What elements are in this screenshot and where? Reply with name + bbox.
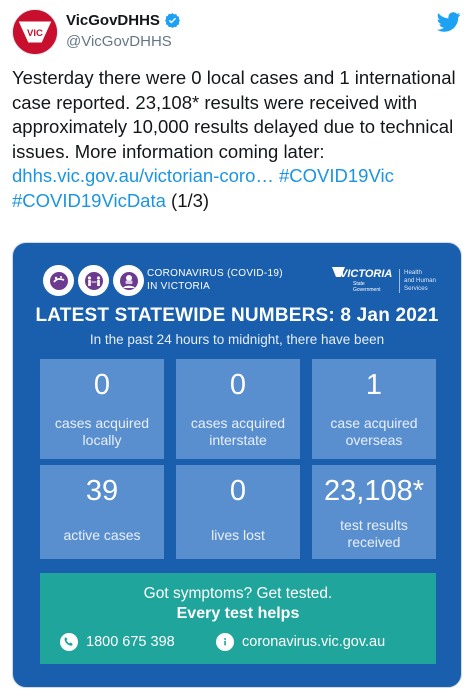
stat-value: 1 — [365, 369, 383, 401]
svg-text:VICTORIA: VICTORIA — [340, 268, 393, 280]
hashtag-covid19vic[interactable]: #COVID19Vic — [279, 165, 394, 186]
hashtag-covid19vicdata[interactable]: #COVID19VicData — [12, 189, 166, 211]
dept-line3: Services — [404, 285, 428, 292]
handle[interactable]: @VicGovDHHS — [66, 33, 172, 50]
info-icon — [216, 633, 234, 651]
avatar[interactable] — [12, 9, 58, 55]
headline: LATEST STATEWIDE NUMBERS: 8 Jan 2021 — [35, 305, 439, 326]
tweet-text — [12, 66, 464, 213]
stat-local — [40, 359, 164, 459]
card-header — [13, 243, 461, 303]
vic-avatar-logo-icon — [13, 10, 57, 54]
svg-text:Government: Government — [353, 287, 381, 293]
stat-label: overseas — [345, 432, 403, 448]
hand-washing-icon — [43, 265, 74, 296]
cta-line2: Every test helps — [176, 605, 300, 622]
tweet-image[interactable] — [12, 242, 462, 688]
stat-label: case acquired — [330, 415, 418, 431]
svg-text:VIC: VIC — [27, 27, 43, 39]
covid-title — [147, 267, 283, 293]
dept-line1: Health — [404, 269, 422, 276]
dept-line2: and Human — [404, 277, 436, 284]
verified-badge-icon — [164, 12, 181, 29]
stat-value: 39 — [85, 475, 119, 507]
distancing-icon — [78, 265, 109, 296]
tweet-body: Yesterday there were 0 local cases and 1 international case reported. 23,108* results were received with approximately 10,000 results delayed due to technical issues. More information coming later: — [12, 67, 456, 162]
phone-number: 1800 675 398 — [86, 634, 175, 650]
victoria-government-logo-icon — [331, 265, 395, 297]
stat-label: lives lost — [211, 527, 265, 543]
stat-label: active cases — [63, 527, 141, 543]
stat-label: locally — [82, 432, 122, 448]
stat-value: 0 — [93, 369, 111, 401]
stat-lives-lost — [176, 465, 300, 559]
stat-active — [40, 465, 164, 559]
face-mask-icon — [113, 265, 144, 296]
stat-label: received — [347, 534, 401, 550]
website-url: coronavirus.vic.gov.au — [242, 634, 386, 650]
phone-icon — [60, 633, 78, 651]
stat-overseas — [312, 359, 436, 459]
cta-line1: Got symptoms? Get tested. — [143, 585, 333, 602]
department-name — [399, 269, 436, 293]
stat-value: 0 — [229, 475, 247, 507]
stat-label: cases acquired — [54, 415, 150, 431]
stat-interstate — [176, 359, 300, 459]
display-name-text[interactable]: VicGovDHHS — [66, 12, 160, 29]
testing-banner — [40, 573, 436, 664]
stat-value: 0 — [229, 369, 247, 401]
hygiene-icons — [43, 265, 144, 296]
stat-label: cases acquired — [190, 415, 286, 431]
thread-count: (1/3) — [171, 189, 210, 211]
covid-title-line2: IN VICTORIA — [147, 281, 211, 292]
stat-test-results — [312, 465, 436, 559]
stat-label: test results — [340, 517, 408, 533]
stat-label: interstate — [209, 432, 267, 448]
display-name[interactable] — [66, 12, 181, 29]
stat-value: 23,108* — [324, 475, 424, 507]
subheadline: In the past 24 hours to midnight, there have been — [89, 332, 385, 347]
twitter-bird-icon[interactable] — [437, 10, 461, 34]
tweet-link[interactable]: dhhs.vic.gov.au/victorian-coro… — [12, 165, 274, 186]
phone-contact — [60, 633, 175, 651]
svg-text:State: State — [353, 281, 365, 287]
tweet-header — [12, 8, 461, 56]
covid-title-line1: CORONAVIRUS (COVID-19) — [147, 268, 283, 279]
website-contact — [216, 633, 385, 651]
